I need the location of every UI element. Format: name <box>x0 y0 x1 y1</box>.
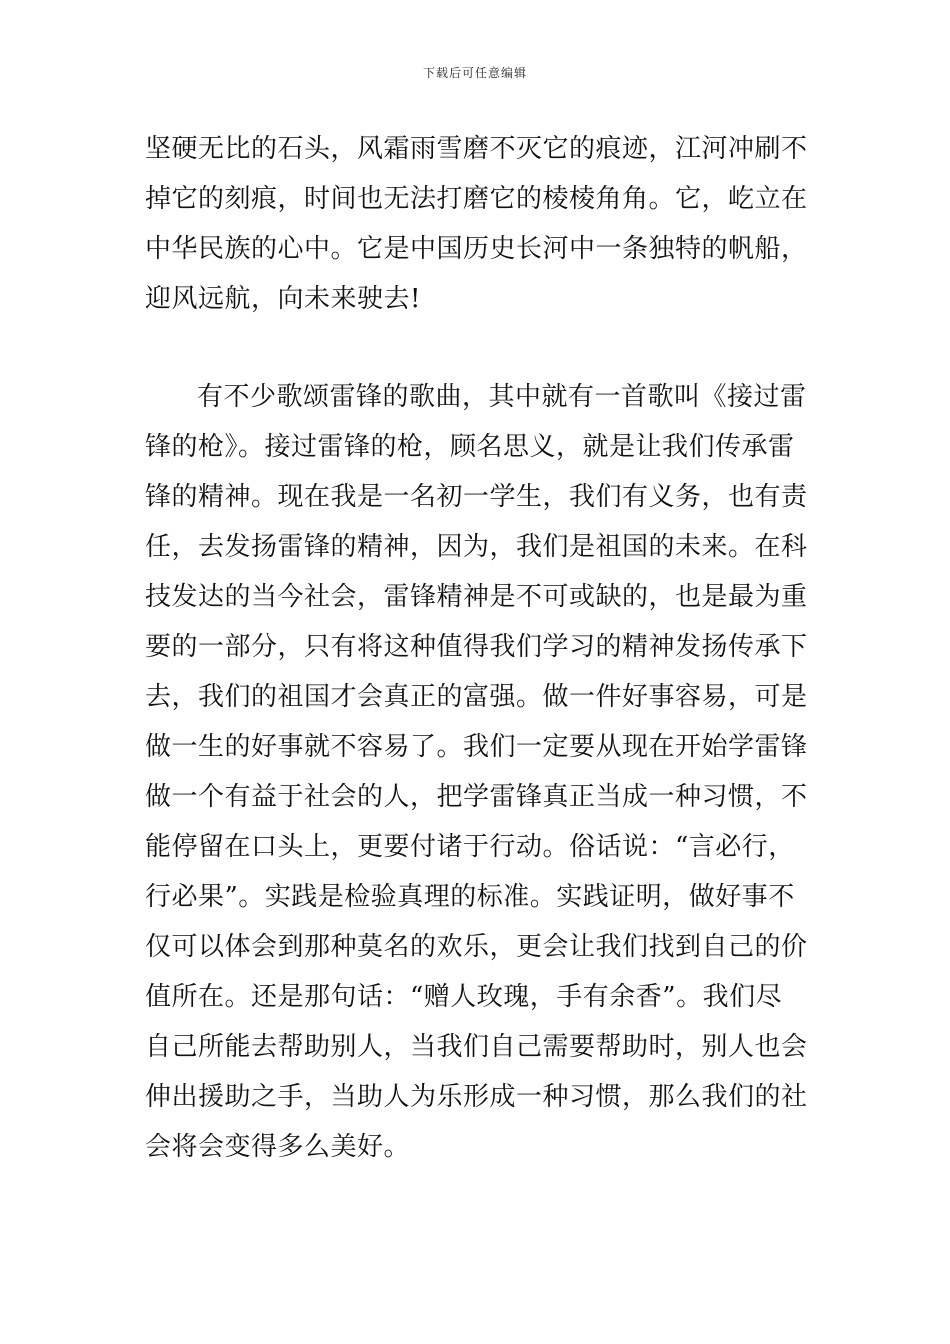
text-line: 能停留在口头上，更要付诸于行动。俗话说：“言必行， <box>145 832 795 862</box>
paragraph-2 <box>145 372 808 1172</box>
text-line-first: 有不少歌颂雷锋的歌曲，其中就有一首歌叫《接过雷 <box>197 382 807 412</box>
text-line: 掉它的刻痕，时间也无法打磨它的棱棱角角。它，屹立在 <box>145 184 808 214</box>
text-line: 去，我们的祖国才会真正的富强。做一件好事容易，可是 <box>145 682 808 712</box>
text-line: 要的一部分，只有将这种值得我们学习的精神发扬传承下 <box>145 632 808 662</box>
text-line: 会将会变得多么美好。 <box>145 1132 411 1162</box>
text-line: 仅可以体会到那种莫名的欢乐，更会让我们找到自己的价 <box>145 932 808 962</box>
paragraph-1 <box>145 124 808 324</box>
text-line: 任，去发扬雷锋的精神，因为，我们是祖国的未来。在科 <box>145 532 808 562</box>
text-line: 值所在。还是那句话：“赠人玫瑰，手有余香”。我们尽 <box>145 982 783 1012</box>
text-line: 自己所能去帮助别人，当我们自己需要帮助时，别人也会 <box>145 1032 808 1062</box>
text-line: 伸出援助之手，当助人为乐形成一种习惯，那么我们的社 <box>145 1082 808 1112</box>
text-line: 行必果”。实践是检验真理的标准。实践证明，做好事不 <box>145 882 795 912</box>
text-line: 中华民族的心中。它是中国历史长河中一条独特的帆船， <box>145 234 808 264</box>
text-line: 坚硬无比的石头，风霜雨雪磨不灭它的痕迹，江河冲刷不 <box>145 134 808 164</box>
text-line: 做一生的好事就不容易了。我们一定要从现在开始学雷锋 <box>145 732 808 762</box>
text-line: 迎风远航，向未来驶去! <box>145 284 421 314</box>
text-line: 锋的枪》。接过雷锋的枪，顾名思义，就是让我们传承雷 <box>145 432 795 462</box>
text-line: 技发达的当今社会，雷锋精神是不可或缺的，也是最为重 <box>145 582 808 612</box>
page-header-note: 下载后可任意编辑 <box>422 66 527 80</box>
text-line: 做一个有益于社会的人，把学雷锋真正当成一种习惯，不 <box>145 782 808 812</box>
text-line: 锋的精神。现在我是一名初一学生，我们有义务，也有责 <box>145 482 808 512</box>
